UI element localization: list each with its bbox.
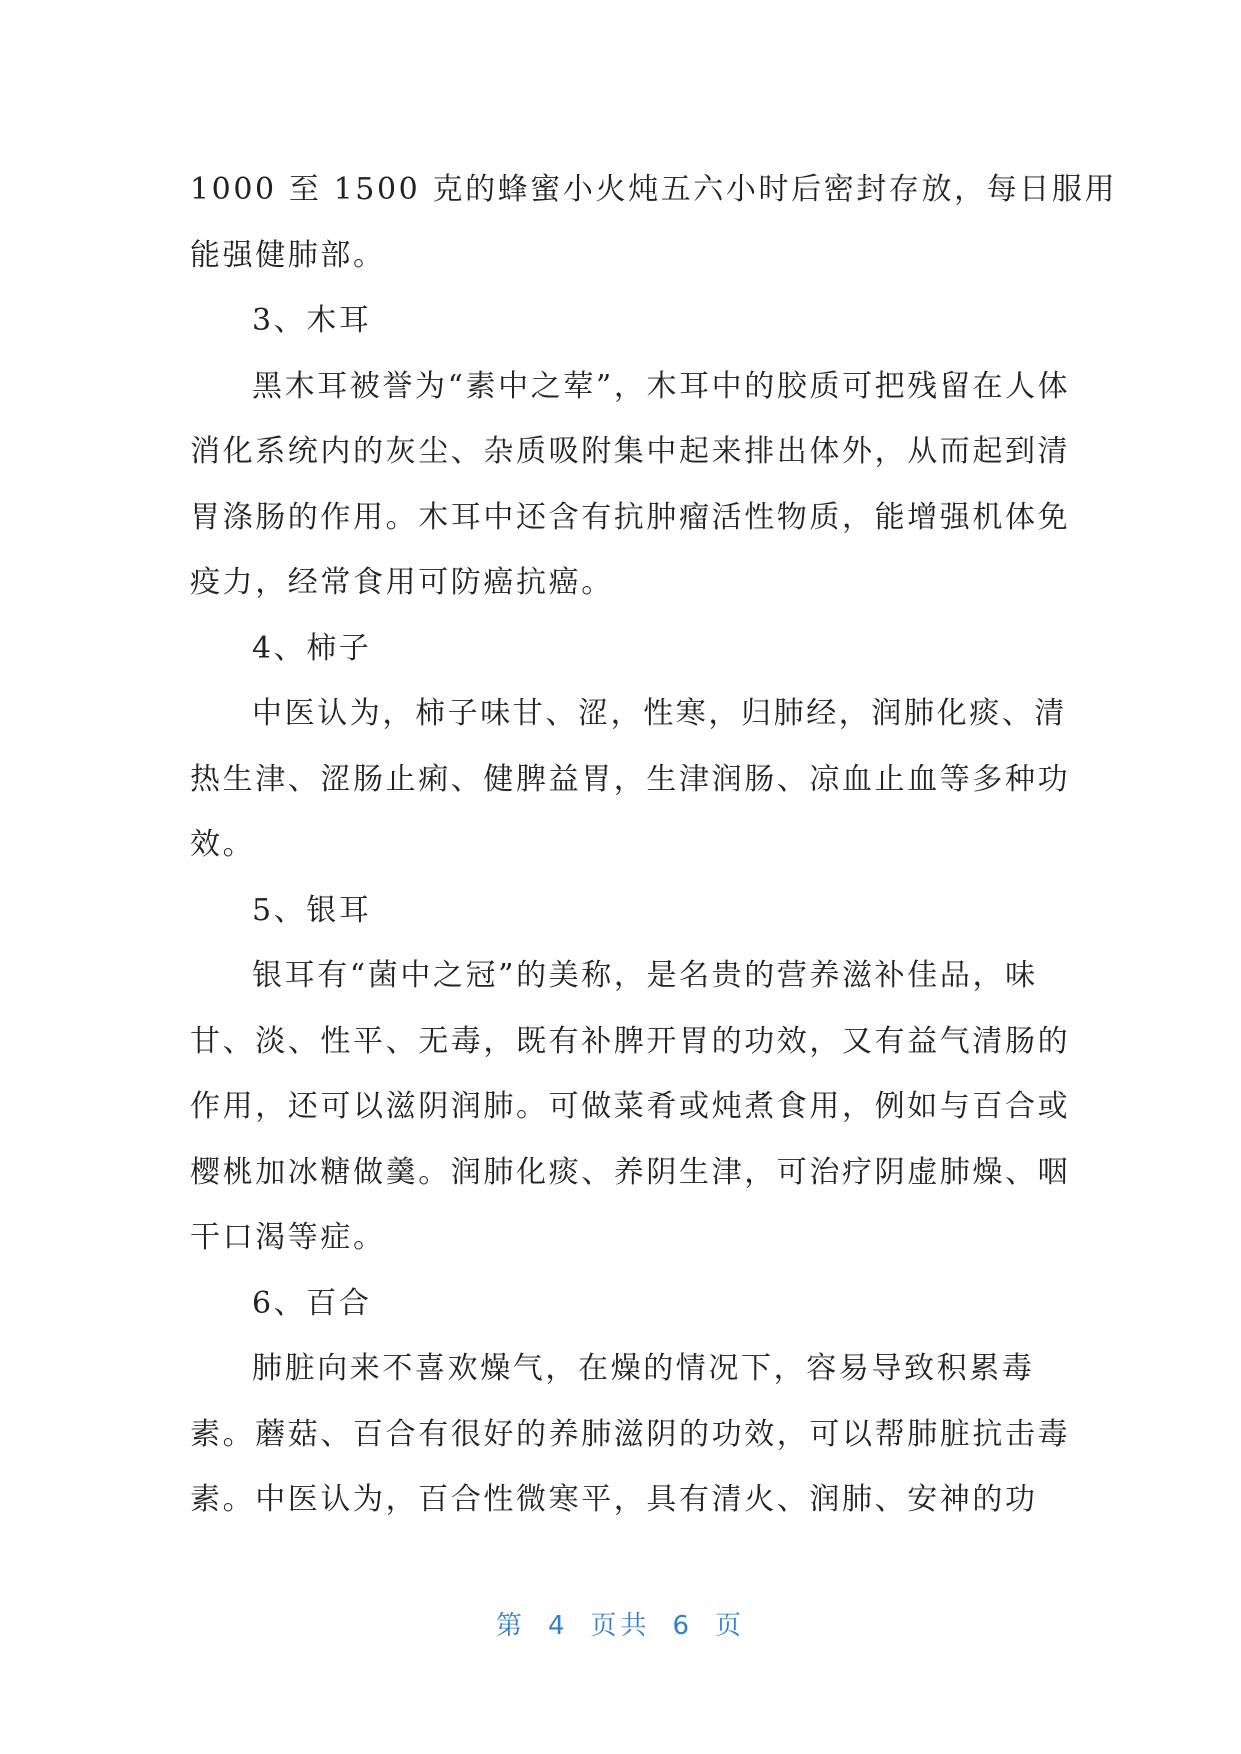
text-line: 消化系统内的灰尘、杂质吸附集中起来排出体外，从而起到清	[190, 434, 1071, 469]
text-line: 银耳有“菌中之冠”的美称，是名贵的营养滋补佳品，味	[252, 958, 1038, 993]
text-line: 干口渴等症。	[190, 1220, 386, 1255]
text-line: 1000 至 1500 克的蜂蜜小火炖五六小时后密封存放，每日服用	[190, 172, 1118, 207]
text-line: 热生津、涩肠止痢、健脾益胃，生津润肠、凉血止血等多种功	[190, 761, 1071, 797]
text-line: 中医认为，柿子味甘、涩，性寒，归肺经，润肺化痰、清	[252, 696, 1067, 731]
text-line: 胃涤肠的作用。木耳中还含有抗肿瘤活性物质，能增强机体免	[190, 499, 1071, 535]
current-page-number: 4	[547, 1611, 569, 1641]
text-line: 黑木耳被誉为“素中之荤”，木耳中的胶质可把残留在人体	[252, 368, 1071, 404]
footer-middle: 页共	[590, 1611, 651, 1641]
text-line: 肺脏向来不喜欢燥气，在燥的情况下，容易导致积累毒	[252, 1351, 1035, 1386]
total-page-count: 6	[672, 1611, 694, 1641]
text-line: 作用，还可以滋阴润肺。可做菜肴或炖煮食用，例如与百合或	[190, 1089, 1071, 1124]
text-line: 素。蘑菇、百合有很好的养肺滋阴的功效，可以帮肺脏抗击毒	[190, 1416, 1071, 1452]
text-line: 能强健肺部。	[190, 237, 386, 273]
text-line: 疫力，经常食用可防癌抗癌。	[190, 565, 614, 600]
text-line: 甘、淡、性平、无毒，既有补脾开胃的功效，又有益气清肠的	[190, 1023, 1071, 1059]
text-line: 效。	[190, 827, 256, 862]
page-footer	[0, 1606, 1241, 1646]
footer-suffix: 页	[715, 1611, 746, 1641]
text-line: 樱桃加冰糖做羹。润肺化痰、养阴生津，可治疗阴虚肺燥、咽	[190, 1154, 1071, 1190]
footer-prefix: 第	[495, 1611, 526, 1641]
document-body	[190, 157, 1118, 1533]
section-heading: 6、百合	[252, 1285, 372, 1321]
text-line: 素。中医认为，百合性微寒平，具有清火、润肺、安神的功	[190, 1482, 1038, 1517]
section-heading: 5、银耳	[252, 892, 372, 928]
section-heading: 3、木耳	[252, 303, 372, 338]
section-heading: 4、柿子	[252, 630, 372, 666]
